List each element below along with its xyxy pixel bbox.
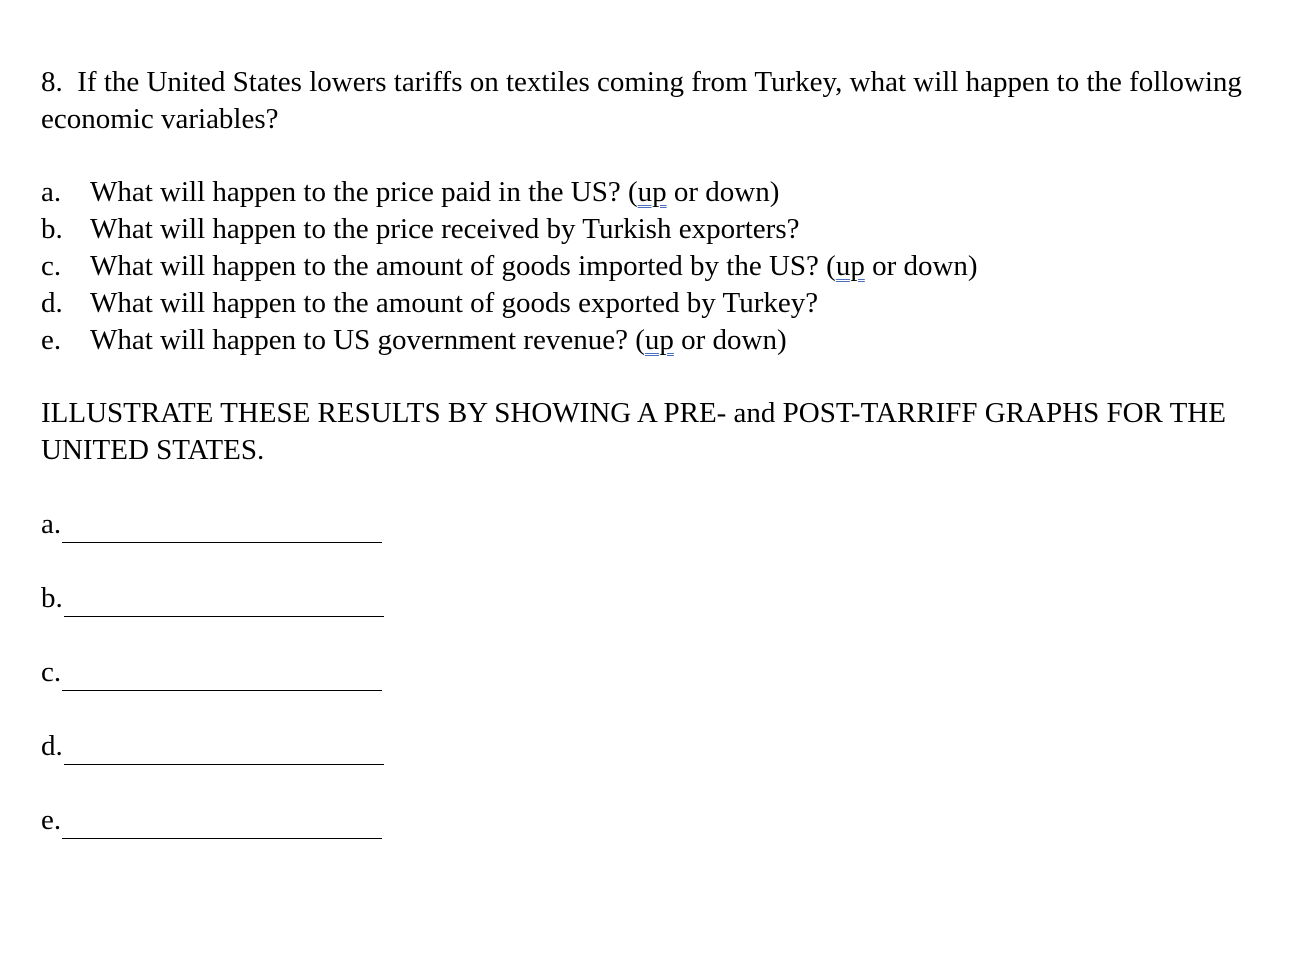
- part-letter: c.: [41, 250, 62, 282]
- question-paragraph: [41, 64, 1261, 138]
- part-text: [90, 248, 978, 285]
- answer-row-d[interactable]: [41, 728, 384, 765]
- question-part-e: [41, 322, 1261, 359]
- answer-label: a.: [41, 508, 62, 540]
- answer-blank-line[interactable]: [62, 514, 382, 543]
- part-text: [90, 211, 800, 248]
- part-text-before: What will happen to the amount of goods exported by Turkey?: [90, 287, 819, 319]
- answer-blank-line[interactable]: [62, 810, 382, 839]
- answer-row-c[interactable]: [41, 654, 384, 691]
- answer-label: b.: [41, 582, 63, 614]
- answer-blank-line[interactable]: [64, 588, 384, 617]
- part-letter: b.: [41, 213, 63, 245]
- part-text: [90, 285, 818, 322]
- question-number: 8.: [41, 66, 63, 98]
- document-body: [41, 64, 1261, 469]
- question-text: If the United States lowers tariffs on textiles coming from Turkey, what will happen to the following economic variables?: [41, 66, 1242, 135]
- part-text-before: What will happen to the amount of goods imported by the US? (: [90, 250, 836, 282]
- answer-blank-line[interactable]: [62, 662, 382, 691]
- part-letter: e.: [41, 324, 62, 356]
- marked-word: up: [644, 324, 674, 356]
- marked-word: up: [637, 176, 667, 208]
- part-text: [90, 174, 779, 211]
- instruction-text: ILLUSTRATE THESE RESULTS BY SHOWING A PRE- and POST-TARRIFF GRAPHS FOR THE UNITED STATES.: [41, 397, 1226, 466]
- part-text-before: What will happen to the price received by Turkish exporters?: [90, 213, 800, 245]
- answer-blank-line[interactable]: [64, 736, 384, 765]
- answer-blanks: [41, 506, 384, 876]
- part-text-before: What will happen to the price paid in the US? (: [90, 176, 638, 208]
- marked-word: up: [835, 250, 865, 282]
- question-part-c: [41, 248, 1261, 285]
- question-part-a: [41, 174, 1261, 211]
- answer-label: c.: [41, 656, 62, 688]
- part-text-before: What will happen to US government revenue? (: [90, 324, 645, 356]
- question-part-b: [41, 211, 1261, 248]
- answer-row-a[interactable]: [41, 506, 384, 543]
- question-parts-list: [41, 174, 1261, 359]
- part-letter: d.: [41, 287, 63, 319]
- part-letter: a.: [41, 176, 62, 208]
- part-text-after: or down): [666, 176, 780, 208]
- part-text-after: or down): [864, 250, 978, 282]
- part-text: [90, 322, 787, 359]
- answer-label: e.: [41, 804, 62, 836]
- answer-row-b[interactable]: [41, 580, 384, 617]
- question-part-d: [41, 285, 1261, 322]
- answer-row-e[interactable]: [41, 802, 384, 839]
- part-text-after: or down): [673, 324, 787, 356]
- answer-label: d.: [41, 730, 63, 762]
